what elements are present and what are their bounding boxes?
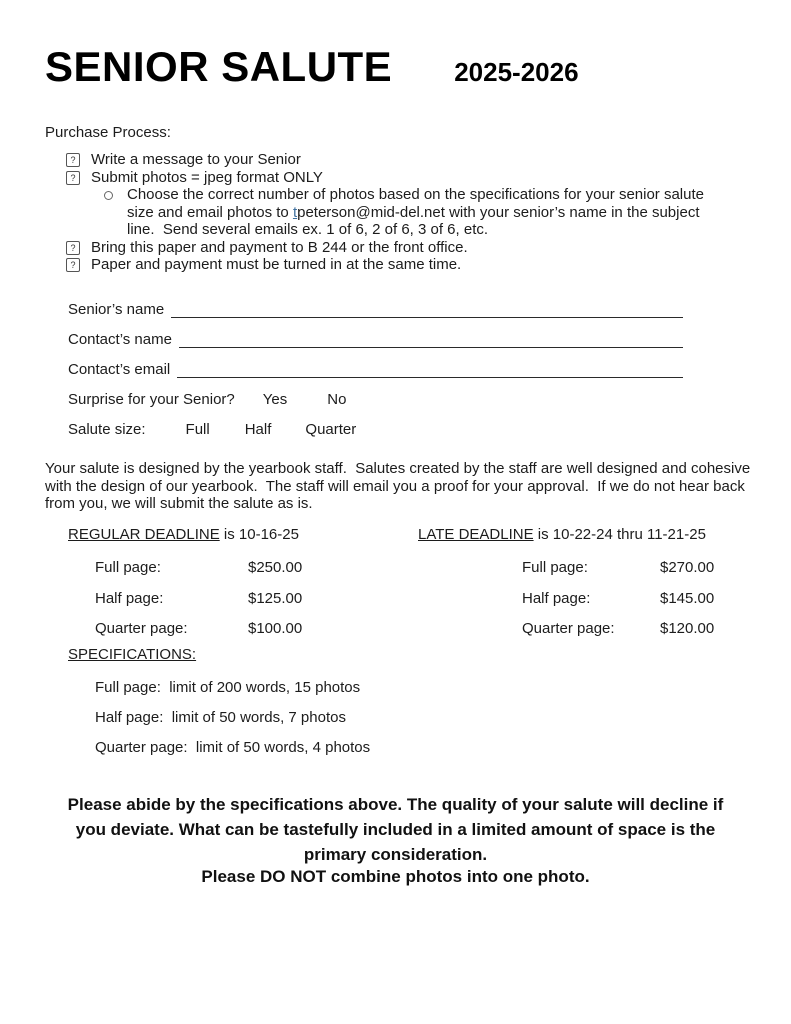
price-label: Full page: — [95, 559, 161, 576]
contact-email-row — [68, 352, 683, 382]
price-row — [522, 620, 714, 651]
price-row — [522, 559, 714, 590]
unknown-glyph-bullet-icon: ? — [66, 241, 80, 255]
list-sub-item — [104, 186, 722, 239]
photo-warning: Please DO NOT combine photos into one photo. — [201, 867, 590, 886]
contact-name-label: Contact’s name — [68, 331, 172, 348]
surprise-option-no: No — [327, 391, 347, 408]
price-value: $100.00 — [248, 620, 303, 637]
senior-name-blank-line — [171, 315, 683, 318]
spec-row: Half page: limit of 50 words, 7 photos — [95, 709, 346, 726]
late-deadline-column — [418, 526, 714, 651]
surprise-option-yes: Yes — [262, 391, 288, 408]
photo-instructions-before-link: Choose the correct number of photos based on the specifications for your senior salute size and email photos to — [127, 186, 709, 221]
email-link[interactable]: t — [292, 203, 298, 221]
regular-deadline-title: REGULAR DEADLINE — [68, 526, 220, 543]
quality-notice: Please abide by the specifications above. The quality of your salute will decline if you deviate. What can be tastefully included in a limited amount of space is the primary consideration. — [67, 795, 724, 864]
school-year: 2025-2026 — [454, 57, 579, 87]
price-row — [522, 590, 714, 621]
senior-name-label: Senior’s name — [68, 301, 165, 318]
size-option-quarter: Quarter — [305, 421, 357, 438]
list-item-text: Submit photos = jpeg format ONLY — [91, 168, 323, 186]
price-row — [95, 590, 302, 621]
price-label: Half page: — [522, 589, 591, 607]
salute-size-label: Salute size: — [68, 421, 146, 438]
purchase-process-list — [66, 151, 766, 274]
price-value: $250.00 — [248, 559, 303, 576]
surprise-question-label: Surprise for your Senior? — [68, 391, 235, 408]
late-deadline-title: LATE DEADLINE — [418, 526, 534, 543]
title-row — [45, 43, 579, 90]
list-item — [66, 239, 766, 257]
price-label: Half page: — [95, 589, 164, 607]
price-value: $145.00 — [660, 589, 715, 607]
list-item-text: Write a message to your Senior — [91, 151, 301, 168]
contact-name-blank-line — [179, 345, 683, 348]
price-value: $120.00 — [660, 620, 715, 637]
circle-bullet-icon — [104, 191, 113, 200]
photo-instructions-after-link: peterson@mid-del.net with your senior’s name in the subject line. Send several emails ex. 1 of 6, 2 of 6, 3 of 6, etc. — [127, 203, 704, 238]
photo-instructions-text — [127, 186, 722, 239]
contact-email-blank-line — [177, 375, 683, 378]
unknown-glyph-bullet-icon: ? — [66, 258, 80, 272]
specifications-heading — [68, 646, 370, 679]
unknown-glyph-bullet-icon: ? — [66, 171, 80, 185]
spec-row: Quarter page: limit of 50 words, 4 photos — [95, 739, 371, 756]
price-value: $125.00 — [248, 589, 303, 607]
senior-name-row — [68, 292, 683, 322]
list-item — [66, 151, 766, 169]
list-item — [66, 256, 766, 274]
specifications-title: SPECIFICATIONS: — [68, 646, 197, 663]
price-label: Quarter page: — [522, 620, 615, 637]
contact-form — [68, 292, 683, 442]
specifications-section — [68, 646, 370, 769]
regular-deadline-column — [68, 526, 302, 651]
regular-deadline-heading — [68, 526, 302, 559]
list-item-text: Bring this paper and payment to B 244 or the front office. — [91, 238, 468, 256]
design-policy-paragraph: Your salute is designed by the yearbook staff. Salutes created by the staff are well designed and cohesive with the design of our yearbook. The staff will email you a proof for your approval. If we do not hear back from you, we will submit the salute as is. — [45, 460, 755, 512]
purchase-process-heading: Purchase Process: — [45, 124, 171, 141]
regular-deadline-date: is 10-16-25 — [219, 526, 299, 543]
late-deadline-heading — [418, 526, 714, 559]
late-deadline-date: is 10-22-24 thru 11-21-25 — [533, 526, 706, 543]
contact-email-label: Contact’s email — [68, 361, 171, 378]
page-title: SENIOR SALUTE — [45, 43, 393, 90]
price-value: $270.00 — [660, 559, 715, 576]
price-row — [95, 559, 302, 590]
pricing-section — [0, 522, 791, 644]
size-option-full: Full — [185, 421, 210, 438]
spec-row: Full page: limit of 200 words, 15 photos — [95, 679, 361, 696]
size-option-half: Half — [244, 421, 272, 438]
unknown-glyph-bullet-icon: ? — [66, 153, 80, 167]
list-item — [66, 169, 766, 187]
salute-size-row — [68, 412, 683, 442]
price-label: Quarter page: — [95, 620, 188, 637]
price-label: Full page: — [522, 559, 588, 576]
list-item-text: Paper and payment must be turned in at the same time. — [91, 256, 462, 273]
surprise-row — [68, 382, 683, 412]
contact-name-row — [68, 322, 683, 352]
